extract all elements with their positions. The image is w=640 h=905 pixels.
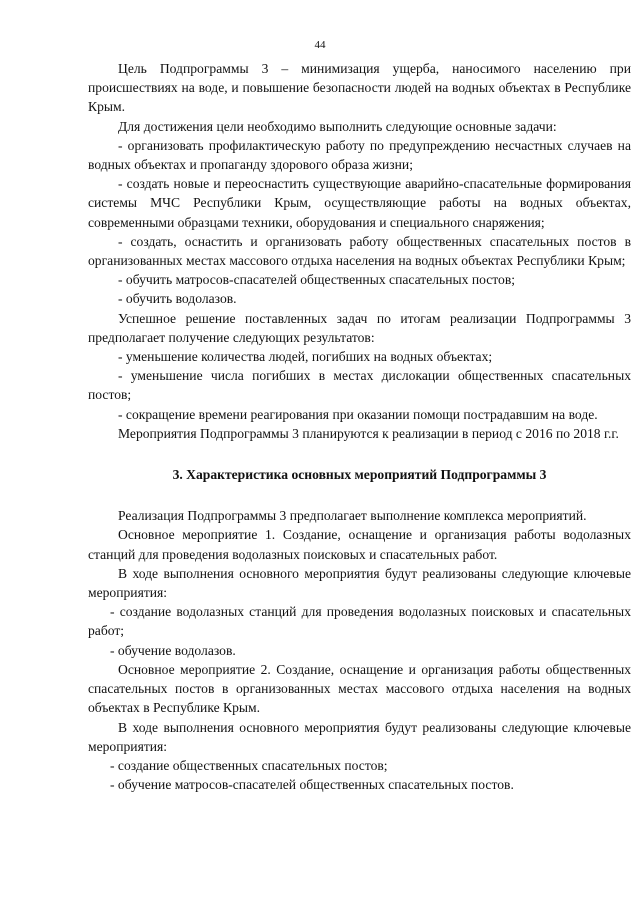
list-item: - уменьшение числа погибших в местах дислокации общественных спасательных постов;	[88, 368, 631, 403]
paragraph: Успешное решение поставленных задач по итогам реализации Подпрограммы 3 предполагает получение следующих результатов:	[88, 310, 631, 345]
paragraph: В ходе выполнения основного мероприятия будут реализованы следующие ключевые мероприятия:	[88, 565, 631, 601]
section-heading: 3. Характеристика основных мероприятий Подпрограммы 3	[172, 467, 547, 483]
list-item: - обучение матросов-спасателей общественных спасательных постов.	[110, 777, 514, 793]
list-item: - создание водолазных станций для проведения водолазных поисковых и спасательных работ;	[88, 604, 631, 639]
list-item: - обучить матросов-спасателей общественных спасательных постов;	[118, 272, 516, 288]
list-item: - создание общественных спасательных постов;	[110, 757, 388, 773]
paragraph: Реализация Подпрограммы 3 предполагает выполнение комплекса мероприятий.	[118, 508, 587, 524]
list-item: - организовать профилактическую работу по предупреждению несчастных случаев на водных объектах и пропаганду здорового образа жизни;	[88, 137, 631, 173]
paragraph: В ходе выполнения основного мероприятия будут реализованы следующие ключевые мероприятия:	[88, 719, 631, 754]
document-body	[88, 59, 631, 794]
list-item: - создать, оснастить и организовать работу общественных спасательных постов в организованных местах массового отдыха населения на водных объектах Республики Крым;	[88, 233, 631, 269]
paragraph: Основное мероприятие 2. Создание, оснащение и организация работы общественных спасательных постов в организованных местах массового отдыха населения на водных объектах в Республике Крым.	[88, 661, 631, 716]
paragraph: Мероприятия Подпрограммы 3 планируются к реализации в период с 2016 по 2018 г.г.	[118, 425, 619, 441]
list-item: - уменьшение количества людей, погибших на водных объектах;	[118, 349, 493, 365]
paragraph: Основное мероприятие 1. Создание, оснащение и организация работы водолазных станций для проведения водолазных поисковых и спасательных работ.	[88, 527, 631, 562]
list-item: - обучить водолазов.	[118, 291, 237, 307]
list-item: - создать новые и переоснастить существующие аварийно-спасательные формирования системы МЧС Республики Крым, осуществляющие работы на водных объектах, современными образцами техники, оборудования и специального снаряжения;	[88, 176, 631, 230]
page-number: 44	[314, 39, 326, 51]
list-item: - сокращение времени реагирования при оказании помощи пострадавшим на воде.	[118, 406, 598, 422]
paragraph: Для достижения цели необходимо выполнить следующие основные задачи:	[118, 118, 557, 134]
list-item: - обучение водолазов.	[110, 642, 236, 658]
paragraph: Цель Подпрограммы 3 – минимизация ущерба, наносимого населению при происшествиях на воде, и повышение безопасности людей на водных объектах в Республике Крым.	[88, 61, 631, 115]
